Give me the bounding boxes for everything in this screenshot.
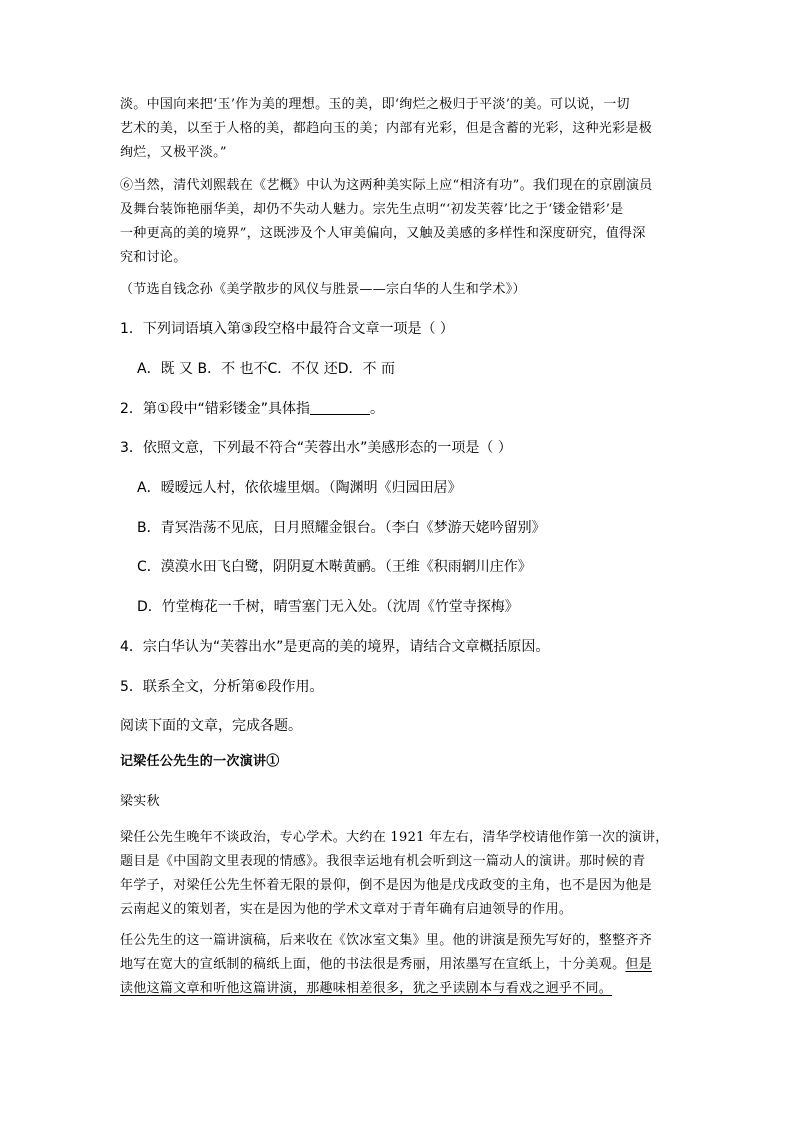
question-4: 4．宗白华认为“芙蓉出水”是更高的美的境界，请结合文章概括原因。 — [120, 639, 550, 655]
text-line: 任公先生的这一篇讲演稿，后来收在《饮冰室文集》里。他的讲演是预先写好的，整整齐齐 — [120, 933, 653, 948]
article-paragraph-2 — [120, 929, 675, 1001]
answer-blank[interactable] — [310, 400, 370, 415]
text-line: 艺术的美，以至于人格的美，都趋向玉的美；内部有光彩，但是含蓄的光彩，这种光彩是极 — [120, 121, 653, 136]
question-1: 1．下列词语填入第③段空格中最符合文章一项是（ ） — [120, 321, 454, 337]
article-author: 梁实秋 — [120, 794, 160, 809]
text-line: 究和讨论。 — [120, 250, 187, 265]
text-line: 云南起义的策划者，实在是因为他的学术文章对于青年确有启迪领导的作用。 — [120, 902, 573, 917]
question-2-end: 。 — [369, 401, 384, 417]
question-5: 5．联系全文，分析第⑥段作用。 — [120, 679, 324, 695]
underlined-text: 但是 — [625, 957, 653, 972]
source-citation: （节选自钱念孙《美学散步的风仪与胜景——宗白华的人生和学术》） — [120, 282, 526, 297]
question-2-text: 2．第①段中“错彩镂金”具体指 — [120, 401, 310, 417]
question-3: 3．依照文意，下列最不符合“芙蓉出水”美感形态的一项是（ ） — [120, 440, 512, 456]
text-line: 绚烂，又极平淡。” — [120, 145, 227, 160]
text-line: 一种更高的美的境界”，这既涉及个人审美偏向，又触及美感的多样性和深度研究，值得深 — [120, 226, 646, 241]
question-3-option-a: A．暧暧远人村，依依墟里烟。（陶渊明《归园田居》 — [137, 480, 462, 496]
text-line: 梁任公先生晚年不谈政治，专心学术。大约在 1921 年左右，清华学校请他作第一次的演讲， — [120, 830, 669, 845]
text-line: 题目是《中国韵文里表现的情感》。我很幸运地有机会听到这一篇动人的演讲。那时候的青 — [120, 854, 646, 869]
text-line: 淡。中国向来把‘玉’作为美的理想。玉的美，即‘绚烂之极归于平淡’的美。可以说，一切 — [120, 97, 630, 112]
article-title: 记梁任公先生的一次演讲① — [120, 754, 280, 769]
question-3-option-d: D．竹堂梅花一千树，晴雪塞门无入处。（沈周《竹堂寺探梅》 — [137, 599, 519, 615]
question-1-options: A．既 又 B．不 也不C．不仅 还D．不 而 — [137, 361, 395, 377]
text-line: 年学子，对梁任公先生怀着无限的景仰，倒不是因为他是戊戌政变的主角，也不是因为他是 — [120, 878, 653, 893]
paragraph-6 — [120, 174, 675, 270]
question-2 — [120, 399, 675, 419]
question-3-option-b: B．青冥浩荡不见底，日月照耀金银台。（李白《梦游天姥吟留别》 — [137, 520, 546, 536]
text-line: 及舞台装饰艳丽华美，却仍不失动人魅力。宗先生点明“‘初发芙蓉’比之于‘镂金错彩’是 — [120, 202, 624, 217]
text-line: ⑥当然，清代刘熙载在《艺概》中认为这两种美实际上应“相济有功”。我们现在的京剧演员 — [120, 178, 653, 193]
paragraph-continued — [120, 93, 675, 165]
reading-instruction: 阅读下面的文章，完成各题。 — [120, 718, 302, 734]
article-paragraph-1 — [120, 826, 675, 922]
question-3-option-c: C．漠漠水田飞白鹭，阴阴夏木啭黄鹂。（王维《积雨辋川庄作》 — [137, 559, 532, 575]
text-line: 地写在宽大的宣纸制的稿纸上面，他的书法很是秀丽，用浓墨写在宣纸上，十分美观。 — [120, 957, 626, 972]
underlined-text: 读他这篇文章和听他这篇讲演，那趣味相差很多，犹之乎读剧本与看戏之迥乎不同。 — [120, 981, 613, 996]
